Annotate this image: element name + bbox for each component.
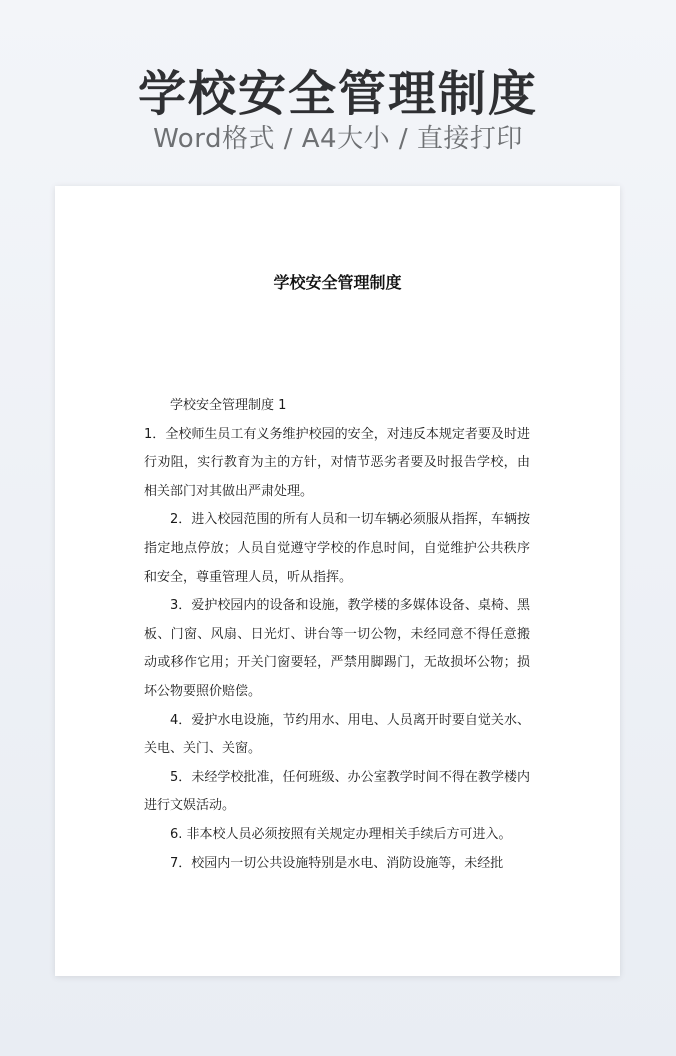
paragraph-1: 1．全校师生员工有义务维护校园的安全，对违反本规定者要及时进行劝阻，实行教育为主的方针，对情节恶劣者要及时报告学校，由相关部门对其做出严肃处理。 bbox=[144, 426, 530, 499]
paragraph-2: 2．进入校园范围的所有人员和一切车辆必须服从指挥，车辆按指定地点停放；人员自觉遵守学校的作息时间，自觉维护公共秩序和安全，尊重管理人员，听从指挥。 bbox=[144, 512, 530, 585]
paragraph-6: 6. 非本校人员必须按照有关规定办理相关手续后方可进入。 bbox=[170, 826, 512, 842]
document-title: 学校安全管理制度 bbox=[273, 273, 402, 292]
paragraph-7: 7．校园内一切公共设施特别是水电、消防设施等，未经批 bbox=[170, 855, 504, 871]
section-heading: 学校安全管理制度 1 bbox=[170, 398, 287, 413]
paragraph-4: 4．爱护水电设施，节约用水、用电、人员离开时要自觉关水、关电、关门、关窗。 bbox=[144, 712, 530, 757]
document-body bbox=[144, 392, 530, 878]
page-title: 学校安全管理制度 bbox=[137, 66, 538, 122]
page-subtitle: Word格式 / A4大小 / 直接打印 bbox=[153, 124, 523, 154]
paragraph-5: 5．未经学校批准，任何班级、办公室教学时间不得在教学楼内进行文娱活动。 bbox=[144, 769, 530, 814]
paragraph-3: 3．爱护校园内的设备和设施，教学楼的多媒体设备、桌椅、黑板、门窗、风扇、日光灯、讲台等一切公物，未经同意不得任意搬动或移作它用；开关门窗要轻，严禁用脚踢门，无故损坏公物；损坏公物要照价赔偿。 bbox=[144, 598, 530, 699]
